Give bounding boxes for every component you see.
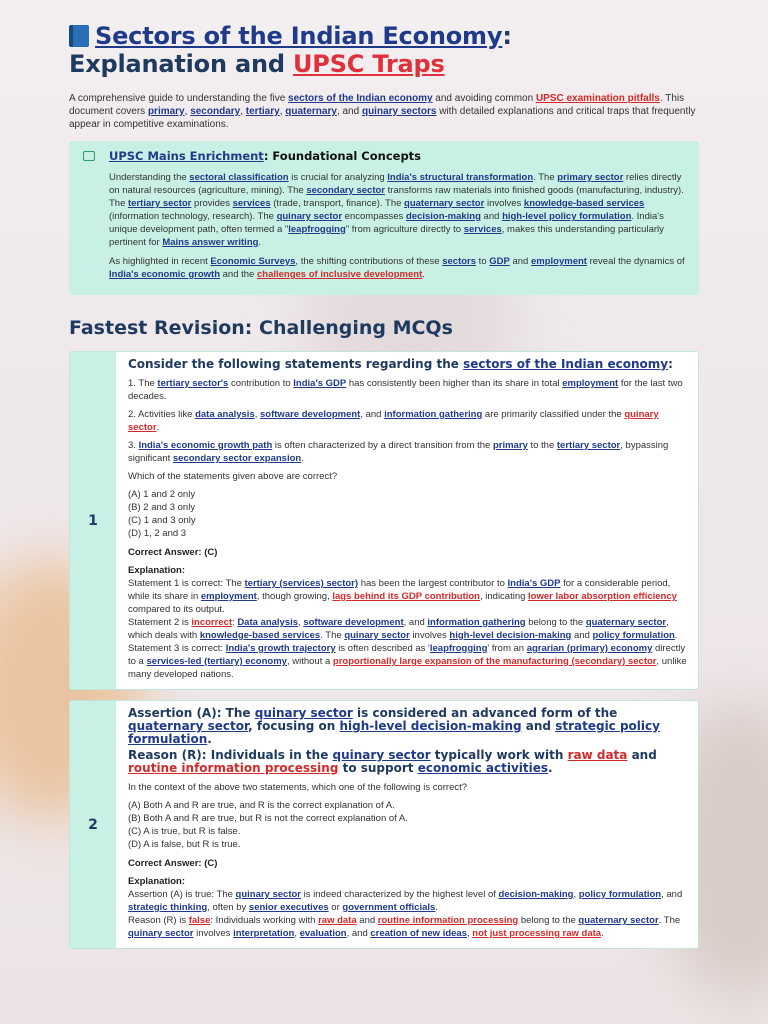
keyword-link[interactable]: strategic policy formulation [128, 719, 660, 746]
text: and [571, 630, 593, 641]
text: , the shifting contributions of these [295, 256, 443, 267]
question-prompt: In the context of the above two statements, which one of the following is correct? [128, 782, 468, 793]
text: . [156, 422, 160, 433]
text: are primarily classified under the [482, 409, 625, 420]
keyword-link[interactable]: quinary sector [128, 928, 194, 939]
explanation-label: Explanation: [128, 876, 186, 887]
keyword-link[interactable]: Economic Surveys [210, 256, 296, 267]
keyword-link[interactable]: tertiary (services) sector) [244, 578, 359, 589]
text: Statement 3 is correct: [128, 643, 226, 654]
text: (trade, transport, finance). The [270, 198, 405, 209]
keyword-link[interactable]: quinary sector [254, 706, 353, 720]
intro-text: with detailed explanations and critical traps that frequently appear in competitive examinations. [69, 106, 696, 130]
question-body [116, 352, 698, 689]
keyword-link[interactable]: interpretation [233, 928, 295, 939]
text: is indeed characterized by the highest level of [301, 889, 499, 900]
text: Reason (R): Individuals in the [128, 748, 333, 762]
question-heading [128, 358, 688, 371]
text: , [254, 409, 261, 420]
text: and [356, 915, 378, 926]
text: 1. The [128, 378, 158, 389]
text: , unlike many developed nations. [128, 656, 687, 680]
keyword-link[interactable]: knowledge-based services [523, 198, 645, 209]
option: (A) Both A and R are true, and R is the correct explanation of A. [128, 800, 395, 811]
option: (B) Both A and R are true, but R is not the correct explanation of A. [128, 813, 408, 824]
text: . The [320, 630, 345, 641]
keyword-link[interactable]: India's GDP [507, 578, 561, 589]
text: involves [193, 928, 234, 939]
text: 2. Activities like [128, 409, 196, 420]
text: . [422, 269, 425, 280]
trap-link[interactable]: not just processing raw data [472, 928, 602, 939]
keyword-link[interactable]: quaternary sector [128, 719, 249, 733]
text: belong to the [518, 915, 579, 926]
document [69, 22, 699, 949]
keyword-link[interactable]: India's structural transformation [387, 172, 534, 183]
text: and [521, 719, 556, 733]
keyword-link[interactable]: quaternary sector [578, 915, 659, 926]
keyword-link[interactable]: India's economic growth path [138, 440, 273, 451]
question-card [69, 351, 699, 690]
title-part2: Explanation and [69, 50, 294, 78]
option: (C) A is true, but R is false. [128, 826, 241, 837]
trap-link[interactable]: quinary sector [128, 409, 659, 433]
text: . [548, 761, 553, 775]
text: compared to its output. [128, 604, 225, 615]
keyword-link[interactable]: Data analysis [237, 617, 299, 628]
text: , and [403, 617, 428, 628]
callout-heading [109, 149, 689, 163]
text: has consistently been higher than its share in total [346, 378, 563, 389]
trap-link[interactable]: proportionally large expansion of the manufacturing (secondary) sector [332, 656, 657, 667]
keyword-link[interactable]: policy formulation [592, 630, 675, 641]
text: , [298, 617, 304, 628]
text: . [601, 928, 604, 939]
text: contribution to [228, 378, 294, 389]
keyword-link[interactable]: tertiary sector's [157, 378, 229, 389]
trap-link[interactable]: raw data [318, 915, 357, 926]
keyword-link[interactable]: quinary sector [332, 748, 431, 762]
option: (B) 2 and 3 only [128, 502, 196, 513]
statement [128, 408, 688, 434]
keyword-link[interactable]: quinary sectors [361, 106, 437, 117]
text: , focusing on [248, 719, 340, 733]
keyword-link[interactable]: decision-making [405, 211, 481, 222]
text: Consider the following statements regarding the [128, 357, 464, 371]
title-link[interactable]: Sectors of the Indian Economy [95, 22, 503, 50]
keyword-link[interactable]: leapfrogging [429, 643, 488, 654]
keyword-link[interactable]: leapfrogging [288, 224, 346, 235]
text: , [573, 889, 579, 900]
text: . [674, 630, 678, 641]
book-icon [69, 25, 89, 47]
option: (D) 1, 2 and 3 [128, 528, 187, 539]
question-number: 1 [70, 352, 116, 689]
keyword-link[interactable]: creation of new ideas [370, 928, 467, 939]
keyword-link[interactable]: software development [260, 409, 361, 420]
text: , [294, 928, 300, 939]
keyword-link[interactable]: quaternary sector [585, 617, 667, 628]
title-separator: : [502, 22, 512, 50]
keyword-link[interactable]: information gathering [384, 409, 483, 420]
intro-text: , and [336, 106, 362, 117]
callout-heading-rest: : Foundational Concepts [263, 149, 422, 163]
text: . India's unique development path, often termed a " [109, 211, 664, 235]
keyword-link[interactable]: India's growth trajectory [225, 643, 336, 654]
text: for the last two decades. [128, 378, 683, 402]
keyword-link[interactable]: tertiary sector [128, 198, 192, 209]
text: , [467, 928, 473, 939]
text: , and [346, 928, 371, 939]
keyword-link[interactable]: sectors of the Indian economy [463, 357, 669, 371]
text: to the [527, 440, 557, 451]
trap-link[interactable]: routine information processing [128, 761, 339, 775]
text: Statement 2 is [128, 617, 192, 628]
keyword-link[interactable]: employment [530, 256, 587, 267]
keyword-link[interactable]: software development [303, 617, 404, 628]
text: or [328, 902, 343, 913]
option: (D) A is false, but R is true. [128, 839, 241, 850]
callout-heading-link[interactable]: UPSC Mains Enrichment [109, 149, 264, 163]
text: , and [360, 409, 385, 420]
text: is often described as ' [335, 643, 430, 654]
callout-paragraph [109, 171, 689, 249]
intro-paragraph [69, 92, 699, 131]
text: Understanding the [109, 172, 190, 183]
keyword-link[interactable]: secondary [190, 106, 241, 117]
text: : Individuals working with [210, 915, 319, 926]
keyword-link[interactable]: economic activities [417, 761, 549, 775]
keyword-link[interactable]: sectors of the Indian economy [288, 93, 433, 104]
keyword-link[interactable]: GDP [489, 256, 510, 267]
reason-heading [128, 749, 688, 775]
statement [128, 439, 688, 465]
intro-text: , [184, 106, 191, 117]
keyword-link[interactable]: India's GDP [293, 378, 347, 389]
keyword-link[interactable]: primary [147, 106, 185, 117]
keyword-link[interactable]: employment [562, 378, 619, 389]
option: (A) 1 and 2 only [128, 489, 196, 500]
keyword-link[interactable]: secondary sector [306, 185, 385, 196]
keyword-link[interactable]: high-level policy formulation [502, 211, 632, 222]
text: is often characterized by a direct transition from the [272, 440, 493, 451]
text: . [207, 732, 212, 746]
text: 3. [128, 440, 139, 451]
statement [128, 377, 688, 403]
intro-text: . This document covers [69, 93, 685, 117]
question-card [69, 700, 699, 949]
keyword-link[interactable]: primary sector [557, 172, 624, 183]
trap-link[interactable]: raw data [567, 748, 628, 762]
trap-link[interactable]: UPSC examination pitfalls [535, 93, 660, 104]
enrichment-callout [69, 141, 699, 295]
text: , makes this understanding particularly pertinent for [109, 224, 664, 248]
keyword-link[interactable]: tertiary [245, 106, 280, 117]
trap-link[interactable]: routine information processing [377, 915, 519, 926]
text: involves [409, 630, 450, 641]
keyword-link[interactable]: employment [200, 591, 257, 602]
text: is crucial for analyzing [288, 172, 388, 183]
text: Statement 1 is correct: The [128, 578, 245, 589]
keyword-link[interactable]: India's economic growth [109, 269, 220, 280]
text: to support [338, 761, 418, 775]
trap-link[interactable]: challenges of inclusive development [256, 269, 423, 280]
page-title [69, 22, 699, 78]
text: (information technology, research). The [109, 211, 277, 222]
keyword-link[interactable]: government officials [342, 902, 436, 913]
text: " from agriculture directly to [345, 224, 464, 235]
text: . [435, 902, 438, 913]
keyword-link[interactable]: primary [492, 440, 528, 451]
text: and the [220, 269, 257, 280]
text: , often by [207, 902, 249, 913]
keyword-link[interactable]: senior executives [248, 902, 329, 913]
trap-link[interactable]: incorrect [191, 617, 233, 628]
text: to [476, 256, 490, 267]
keyword-link[interactable]: tertiary sector [556, 440, 621, 451]
text: , which deals with [128, 617, 669, 641]
text: provides [191, 198, 233, 209]
trap-link[interactable]: false [188, 915, 211, 926]
keyword-link[interactable]: knowledge-based services [199, 630, 321, 641]
keyword-link[interactable]: sectoral classification [189, 172, 289, 183]
keyword-link[interactable]: policy formulation [578, 889, 662, 900]
text: . The [533, 172, 558, 183]
keyword-link[interactable]: quaternary sector [404, 198, 485, 209]
text: and [627, 748, 657, 762]
question-body [116, 701, 698, 948]
text: , though growing, [256, 591, 333, 602]
explanation-line [128, 888, 688, 914]
text: Assertion (A): The [128, 706, 255, 720]
text: relies directly on natural resources (agriculture, mining). The [109, 172, 682, 196]
keyword-link[interactable]: sectors [442, 256, 477, 267]
option: (C) 1 and 3 only [128, 515, 196, 526]
text: reveal the dynamics of [586, 256, 685, 267]
keyword-link[interactable]: decision-making [498, 889, 574, 900]
keyword-link[interactable]: quinary sector [344, 630, 410, 641]
text: , indicating [479, 591, 529, 602]
text: typically work with [430, 748, 568, 762]
text: . [301, 453, 304, 464]
keyword-link[interactable]: agrarian (primary) economy [526, 643, 653, 654]
intro-text: A comprehensive guide to understanding the five [69, 93, 289, 104]
chat-icon [83, 151, 95, 161]
explanation-line [128, 616, 688, 642]
keyword-link[interactable]: services-led (tertiary) economy [146, 656, 287, 667]
explanation-line [128, 914, 688, 940]
title-upsc-traps[interactable]: UPSC Traps [293, 50, 445, 78]
text: Reason (R) is [128, 915, 189, 926]
assertion-heading [128, 707, 688, 746]
trap-link[interactable]: lags behind its GDP contribution [332, 591, 480, 602]
text: involves [484, 198, 524, 209]
keyword-link[interactable]: information gathering [427, 617, 526, 628]
section-title: Fastest Revision: Challenging MCQs [69, 317, 453, 339]
keyword-link[interactable]: evaluation [299, 928, 347, 939]
explanation-line [128, 577, 688, 616]
text: has been the largest contributor to [358, 578, 508, 589]
explanation-label: Explanation: [128, 565, 186, 576]
keyword-link[interactable]: data analysis [195, 409, 255, 420]
options-list [128, 488, 688, 540]
question-prompt: Which of the statements given above are correct? [128, 471, 338, 482]
text: , without a [286, 656, 333, 667]
options-list [128, 799, 688, 851]
correct-answer: Correct Answer: (C) [128, 547, 218, 558]
text: and [509, 256, 531, 267]
text: . The [658, 915, 681, 926]
keyword-link[interactable]: quaternary [285, 106, 337, 117]
keyword-link[interactable]: secondary sector expansion [172, 453, 302, 464]
explanation-line [128, 642, 688, 681]
keyword-link[interactable]: high-level decision-making [449, 630, 572, 641]
text: , and [661, 889, 683, 900]
text: directly to a [128, 643, 686, 667]
text: Assertion (A) is true: The [128, 889, 236, 900]
keyword-link[interactable]: Mains answer writing [162, 237, 259, 248]
intro-text: , [279, 106, 286, 117]
callout-paragraph [109, 255, 689, 281]
question-number: 2 [70, 701, 116, 948]
text: : [232, 617, 238, 628]
keyword-link[interactable]: strategic thinking [128, 902, 208, 913]
text: is considered an advanced form of the [352, 706, 618, 720]
intro-text: , [240, 106, 246, 117]
text: . [258, 237, 262, 248]
text: and [480, 211, 503, 222]
keyword-link[interactable]: quinary sector [235, 889, 301, 900]
keyword-link[interactable]: quinary sector [276, 211, 343, 222]
trap-link[interactable]: lower labor absorption efficiency [528, 591, 677, 602]
text: : [668, 357, 673, 371]
correct-answer: Correct Answer: (C) [128, 858, 218, 869]
text: ' from an [487, 643, 527, 654]
text: encompasses [342, 211, 406, 222]
intro-text: and avoiding common [432, 93, 536, 104]
text: for a considerable period, while its share in [128, 578, 671, 602]
text: As highlighted in recent [109, 256, 211, 267]
keyword-link[interactable]: high-level decision-making [339, 719, 522, 733]
keyword-link[interactable]: services [463, 224, 502, 235]
text: transforms raw materials into finished goods (manufacturing, industry). The [109, 185, 684, 209]
text: belong to the [525, 617, 586, 628]
text: , bypassing significant [128, 440, 669, 464]
keyword-link[interactable]: services [232, 198, 271, 209]
